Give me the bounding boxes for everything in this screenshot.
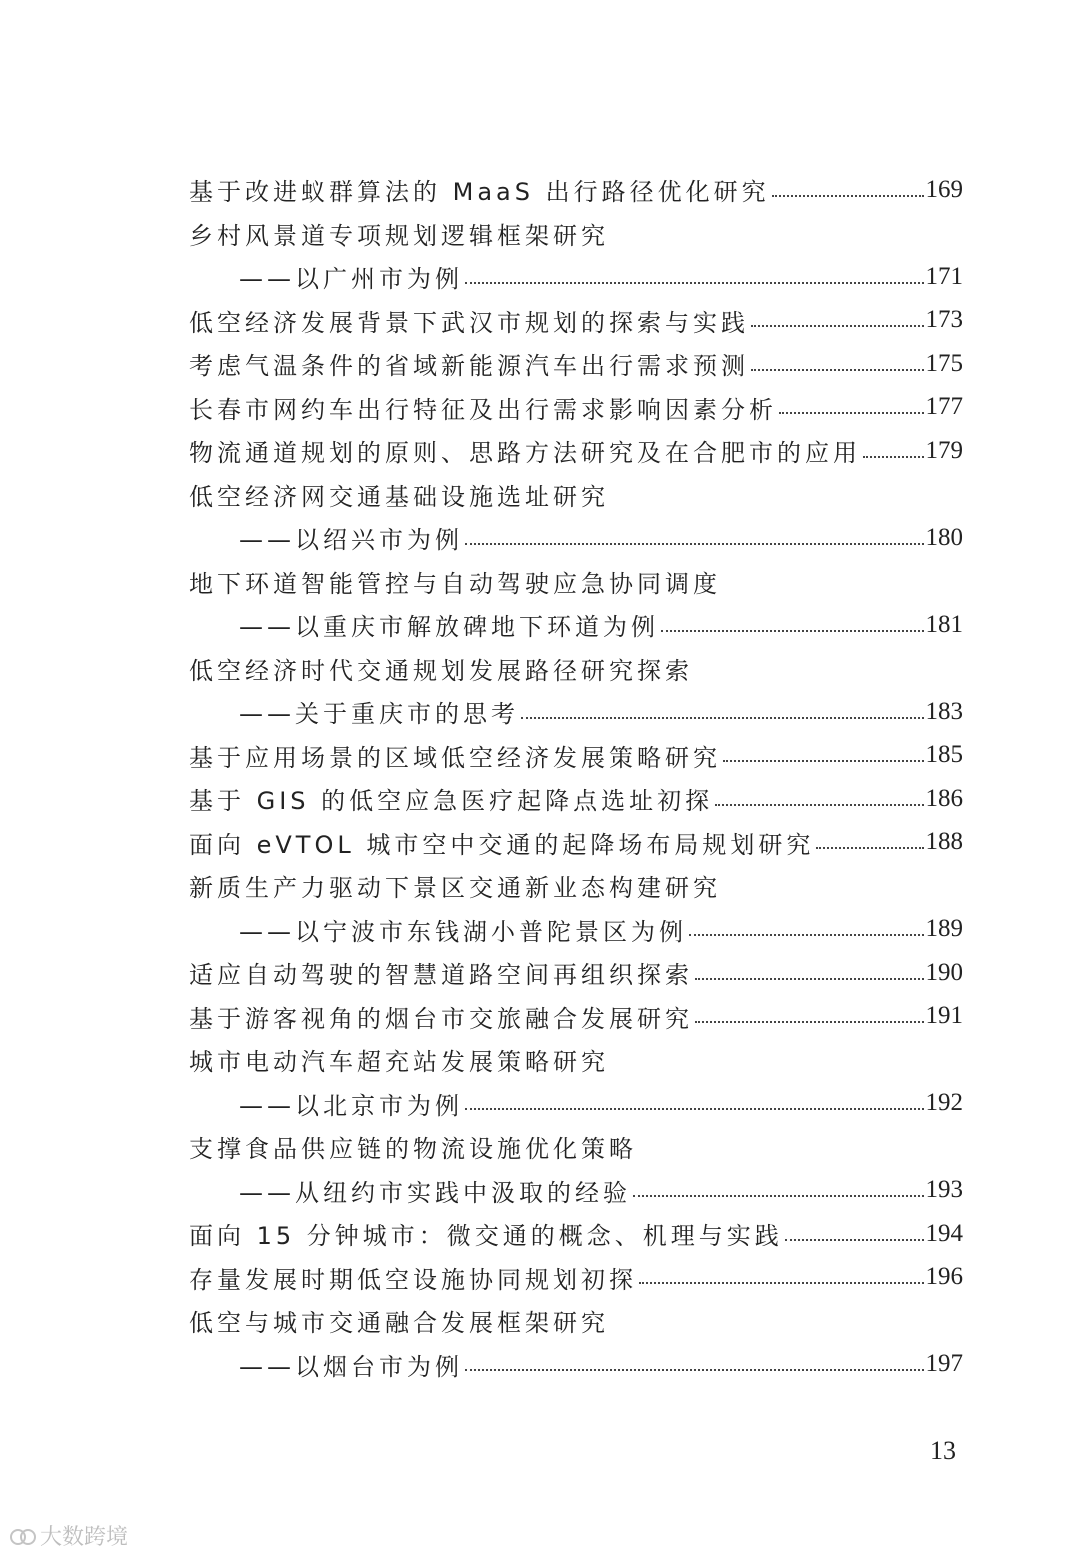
toc-title: ——从纽约市实践中汲取的经验 xyxy=(239,1178,631,1207)
toc-leader-dots xyxy=(751,325,924,327)
toc-entry-row xyxy=(189,342,963,386)
toc-leader-dots xyxy=(863,456,924,458)
toc-page-number: 191 xyxy=(925,1002,963,1030)
table-of-contents xyxy=(189,168,963,1386)
toc-subtitle-row xyxy=(189,516,963,560)
toc-page-number: 185 xyxy=(925,741,963,769)
toc-title: 低空经济发展背景下武汉市规划的探索与实践 xyxy=(189,308,749,337)
toc-title: ——以烟台市为例 xyxy=(239,1352,463,1381)
toc-leader-dots xyxy=(661,630,924,632)
toc-leader-dots xyxy=(751,369,924,371)
toc-page-number: 173 xyxy=(925,306,963,334)
toc-entry-row xyxy=(189,1299,963,1343)
toc-entry-row xyxy=(189,212,963,256)
toc-page-number: 196 xyxy=(925,1263,963,1291)
toc-leader-dots xyxy=(715,804,923,806)
toc-entry-row xyxy=(189,1256,963,1300)
toc-entry-row xyxy=(189,560,963,604)
toc-subtitle-row xyxy=(189,1169,963,1213)
toc-title: 基于改进蚁群算法的 MaaS 出行路径优化研究 xyxy=(189,178,770,207)
toc-leader-dots xyxy=(689,934,924,936)
toc-entry-row xyxy=(189,168,963,212)
toc-page-number: 186 xyxy=(925,784,963,812)
toc-title: 新质生产力驱动下景区交通新业态构建研究 xyxy=(189,874,721,903)
toc-entry-row xyxy=(189,777,963,821)
toc-entry-row xyxy=(189,821,963,865)
toc-entry-row xyxy=(189,1038,963,1082)
toc-title: 基于游客视角的烟台市交旅融合发展研究 xyxy=(189,1004,693,1033)
toc-page-number: 197 xyxy=(925,1350,963,1378)
toc-title: 面向 eVTOL 城市空中交通的起降场布局规划研究 xyxy=(189,830,815,859)
toc-title: 低空经济网交通基础设施选址研究 xyxy=(189,482,609,511)
toc-title: 物流通道规划的原则、思路方法研究及在合肥市的应用 xyxy=(189,439,861,468)
toc-entry-row xyxy=(189,995,963,1039)
toc-leader-dots xyxy=(695,978,924,980)
weibo-logo-icon xyxy=(10,1525,36,1547)
toc-title: 存量发展时期低空设施协同规划初探 xyxy=(189,1265,637,1294)
toc-subtitle-row xyxy=(189,908,963,952)
toc-page-number: 180 xyxy=(925,523,963,551)
toc-subtitle-row xyxy=(189,255,963,299)
toc-page-number: 193 xyxy=(925,1176,963,1204)
toc-title: ——以广州市为例 xyxy=(239,265,463,294)
toc-leader-dots xyxy=(772,195,924,197)
toc-leader-dots xyxy=(639,1282,924,1284)
toc-subtitle-row xyxy=(189,1082,963,1126)
toc-page-number: 190 xyxy=(925,958,963,986)
toc-title: 城市电动汽车超充站发展策略研究 xyxy=(189,1048,609,1077)
toc-title: 长春市网约车出行特征及出行需求影响因素分析 xyxy=(189,395,777,424)
toc-title: 地下环道智能管控与自动驾驶应急协同调度 xyxy=(189,569,721,598)
toc-title: 基于 GIS 的低空应急医疗起降点选址初探 xyxy=(189,787,714,816)
toc-leader-dots xyxy=(779,412,924,414)
toc-leader-dots xyxy=(465,1108,924,1110)
toc-page-number: 189 xyxy=(925,915,963,943)
toc-title: 低空与城市交通融合发展框架研究 xyxy=(189,1309,609,1338)
toc-title: 面向 15 分钟城市：微交通的概念、机理与实践 xyxy=(189,1222,783,1251)
toc-leader-dots xyxy=(521,717,924,719)
toc-title: ——以重庆市解放碑地下环道为例 xyxy=(239,613,659,642)
toc-entry-row xyxy=(189,299,963,343)
toc-page-number: 188 xyxy=(925,828,963,856)
toc-title: 乡村风景道专项规划逻辑框架研究 xyxy=(189,221,609,250)
page-number: 13 xyxy=(930,1436,956,1465)
toc-entry-row xyxy=(189,1212,963,1256)
watermark-text: 大数跨境 xyxy=(40,1525,129,1550)
toc-entry-row xyxy=(189,473,963,517)
toc-leader-dots xyxy=(633,1195,924,1197)
toc-leader-dots xyxy=(465,543,924,545)
toc-page-number: 183 xyxy=(925,697,963,725)
toc-title: ——关于重庆市的思考 xyxy=(239,700,519,729)
toc-subtitle-row xyxy=(189,690,963,734)
toc-entry-row xyxy=(189,386,963,430)
toc-page-number: 192 xyxy=(925,1089,963,1117)
toc-page-number: 194 xyxy=(925,1219,963,1247)
toc-page-number: 175 xyxy=(925,349,963,377)
toc-page-number: 171 xyxy=(925,262,963,290)
toc-page-number: 179 xyxy=(925,436,963,464)
toc-entry-row xyxy=(189,1125,963,1169)
toc-title: 适应自动驾驶的智慧道路空间再组织探索 xyxy=(189,961,693,990)
toc-page-number: 169 xyxy=(925,175,963,203)
toc-subtitle-row xyxy=(189,603,963,647)
toc-leader-dots xyxy=(723,760,924,762)
toc-page-number: 181 xyxy=(925,610,963,638)
toc-title: ——以绍兴市为例 xyxy=(239,526,463,555)
toc-leader-dots xyxy=(465,282,924,284)
watermark xyxy=(10,1520,128,1551)
toc-leader-dots xyxy=(785,1239,924,1241)
toc-subtitle-row xyxy=(189,1343,963,1387)
toc-entry-row xyxy=(189,951,963,995)
toc-title: ——以宁波市东钱湖小普陀景区为例 xyxy=(239,917,687,946)
toc-entry-row xyxy=(189,734,963,778)
toc-title: 基于应用场景的区域低空经济发展策略研究 xyxy=(189,743,721,772)
toc-title: 考虑气温条件的省域新能源汽车出行需求预测 xyxy=(189,352,749,381)
toc-title: 低空经济时代交通规划发展路径研究探索 xyxy=(189,656,693,685)
toc-page-number: 177 xyxy=(925,393,963,421)
toc-entry-row xyxy=(189,647,963,691)
toc-title: ——以北京市为例 xyxy=(239,1091,463,1120)
toc-leader-dots xyxy=(465,1369,924,1371)
toc-entry-row xyxy=(189,429,963,473)
toc-title: 支撑食品供应链的物流设施优化策略 xyxy=(189,1135,637,1164)
toc-leader-dots xyxy=(816,847,923,849)
toc-leader-dots xyxy=(695,1021,924,1023)
toc-entry-row xyxy=(189,864,963,908)
